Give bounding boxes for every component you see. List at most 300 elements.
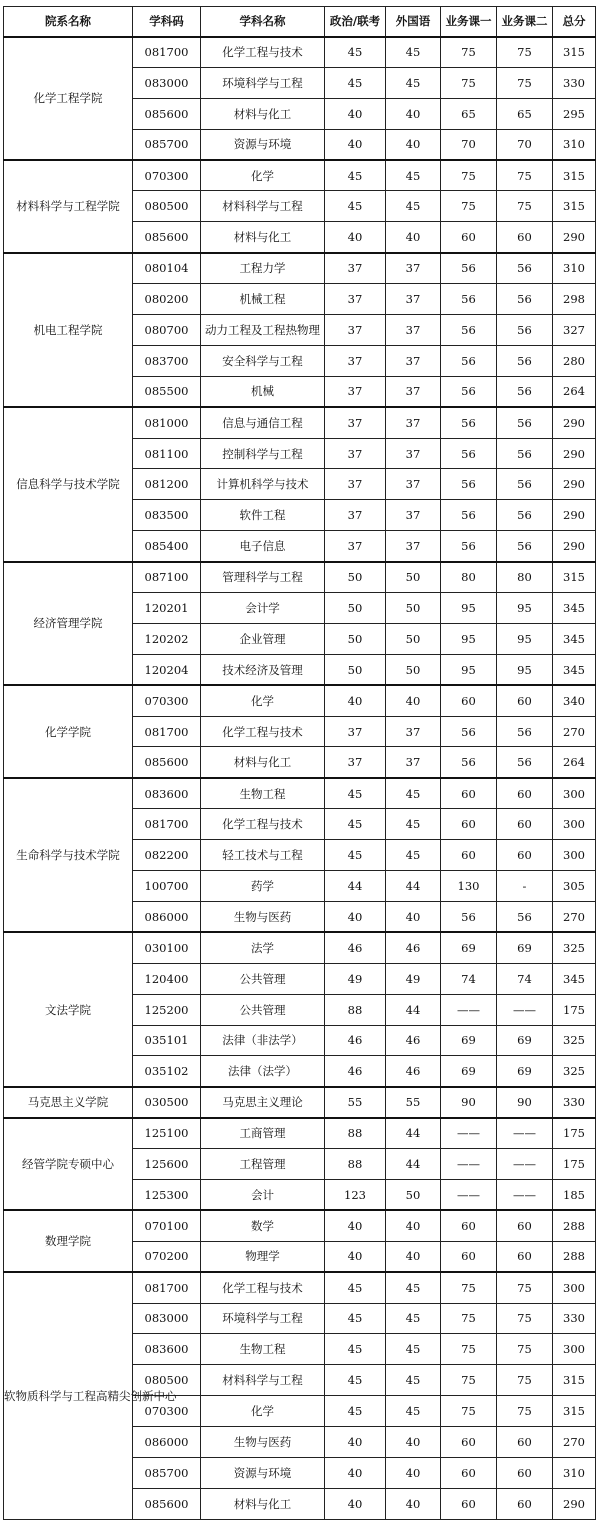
subject-code: 081100 [133, 438, 201, 469]
course-two-score: 60 [497, 1457, 553, 1488]
politics-score: 49 [325, 963, 386, 994]
course-one-score: —— [441, 1179, 497, 1210]
header-row [4, 7, 596, 37]
subject-code: 083600 [133, 778, 201, 809]
foreign-language-score: 44 [386, 1149, 441, 1180]
course-two-score: 56 [497, 407, 553, 438]
course-one-score: 56 [441, 376, 497, 407]
total-score: 340 [553, 685, 596, 716]
total-score: 310 [553, 1457, 596, 1488]
course-one-score: 60 [441, 222, 497, 253]
foreign-language-score: 40 [386, 1241, 441, 1272]
foreign-language-score: 46 [386, 1025, 441, 1056]
course-two-score: 95 [497, 654, 553, 685]
course-one-score: 95 [441, 654, 497, 685]
subject-name: 法律（法学） [201, 1056, 325, 1087]
politics-score: 50 [325, 654, 386, 685]
subject-name: 材料与化工 [201, 747, 325, 778]
course-two-score: 60 [497, 778, 553, 809]
subject-code: 087100 [133, 562, 201, 593]
course-two-score: 70 [497, 129, 553, 160]
total-score: 300 [553, 809, 596, 840]
table-row [4, 1087, 596, 1118]
school-name: 机电工程学院 [4, 253, 133, 407]
school-name: 软物质科学与工程高精尖创新中心 [4, 1272, 133, 1519]
course-two-score: 65 [497, 98, 553, 129]
course-two-score: 75 [497, 67, 553, 98]
politics-score: 45 [325, 1334, 386, 1365]
course-one-score: 56 [441, 407, 497, 438]
foreign-language-score: 45 [386, 191, 441, 222]
subject-code: 085400 [133, 531, 201, 562]
politics-score: 45 [325, 37, 386, 68]
course-one-score: 75 [441, 37, 497, 68]
table-row [4, 562, 596, 593]
foreign-language-score: 40 [386, 129, 441, 160]
subject-name: 企业管理 [201, 623, 325, 654]
course-two-score: 80 [497, 562, 553, 593]
subject-name: 计算机科学与技术 [201, 469, 325, 500]
subject-code: 035102 [133, 1056, 201, 1087]
politics-score: 45 [325, 67, 386, 98]
school-group [4, 253, 596, 407]
course-one-score: 56 [441, 901, 497, 932]
course-one-score: 56 [441, 284, 497, 315]
header-total: 总分 [553, 7, 596, 37]
table-row [4, 1210, 596, 1241]
course-two-score: 69 [497, 932, 553, 963]
subject-code: 070300 [133, 1396, 201, 1427]
politics-score: 37 [325, 438, 386, 469]
subject-code: 070100 [133, 1210, 201, 1241]
course-two-score: 75 [497, 1303, 553, 1334]
subject-name: 软件工程 [201, 500, 325, 531]
subject-code: 035101 [133, 1025, 201, 1056]
course-one-score: —— [441, 1149, 497, 1180]
politics-score: 46 [325, 932, 386, 963]
course-one-score: 75 [441, 67, 497, 98]
politics-score: 45 [325, 809, 386, 840]
course-one-score: 95 [441, 623, 497, 654]
subject-name: 法学 [201, 932, 325, 963]
subject-name: 化学 [201, 685, 325, 716]
course-one-score: 56 [441, 531, 497, 562]
header-course-one: 业务课一 [441, 7, 497, 37]
course-two-score: 75 [497, 160, 553, 191]
school-group [4, 1118, 596, 1211]
subject-code: 083000 [133, 1303, 201, 1334]
politics-score: 55 [325, 1087, 386, 1118]
subject-name: 化学工程与技术 [201, 809, 325, 840]
total-score: 300 [553, 778, 596, 809]
total-score: 298 [553, 284, 596, 315]
course-two-score: 60 [497, 809, 553, 840]
foreign-language-score: 37 [386, 315, 441, 346]
school-name: 文法学院 [4, 932, 133, 1086]
subject-code: 070200 [133, 1241, 201, 1272]
subject-code: 030500 [133, 1087, 201, 1118]
subject-code: 100700 [133, 871, 201, 902]
header-subject: 学科名称 [201, 7, 325, 37]
subject-code: 083500 [133, 500, 201, 531]
foreign-language-score: 37 [386, 345, 441, 376]
school-group [4, 932, 596, 1086]
politics-score: 123 [325, 1179, 386, 1210]
subject-name: 材料科学与工程 [201, 191, 325, 222]
total-score: 325 [553, 932, 596, 963]
total-score: 270 [553, 901, 596, 932]
politics-score: 37 [325, 345, 386, 376]
foreign-language-score: 37 [386, 469, 441, 500]
politics-score: 88 [325, 1149, 386, 1180]
course-one-score: 60 [441, 809, 497, 840]
subject-code: 083700 [133, 345, 201, 376]
course-two-score: 90 [497, 1087, 553, 1118]
school-name: 生命科学与技术学院 [4, 778, 133, 932]
school-name: 经济管理学院 [4, 562, 133, 686]
school-name: 数理学院 [4, 1210, 133, 1272]
course-one-score: 56 [441, 253, 497, 284]
course-two-score: 74 [497, 963, 553, 994]
course-one-score: 56 [441, 345, 497, 376]
politics-score: 40 [325, 1210, 386, 1241]
subject-code: 125300 [133, 1179, 201, 1210]
total-score: 290 [553, 500, 596, 531]
foreign-language-score: 45 [386, 840, 441, 871]
school-name: 化学学院 [4, 685, 133, 778]
subject-name: 环境科学与工程 [201, 1303, 325, 1334]
total-score: 330 [553, 67, 596, 98]
foreign-language-score: 37 [386, 438, 441, 469]
politics-score: 37 [325, 284, 386, 315]
school-group [4, 1087, 596, 1118]
foreign-language-score: 50 [386, 593, 441, 624]
politics-score: 40 [325, 98, 386, 129]
total-score: 305 [553, 871, 596, 902]
subject-name: 材料与化工 [201, 98, 325, 129]
subject-code: 085600 [133, 747, 201, 778]
politics-score: 40 [325, 222, 386, 253]
table-row [4, 1272, 596, 1303]
course-one-score: 56 [441, 500, 497, 531]
subject-name: 化学工程与技术 [201, 37, 325, 68]
foreign-language-score: 55 [386, 1087, 441, 1118]
course-one-score: 56 [441, 469, 497, 500]
politics-score: 46 [325, 1056, 386, 1087]
course-two-score: 60 [497, 1488, 553, 1519]
foreign-language-score: 50 [386, 623, 441, 654]
subject-name: 会计学 [201, 593, 325, 624]
foreign-language-score: 50 [386, 562, 441, 593]
total-score: 290 [553, 407, 596, 438]
subject-name: 生物工程 [201, 778, 325, 809]
course-one-score: 60 [441, 1457, 497, 1488]
total-score: 280 [553, 345, 596, 376]
foreign-language-score: 44 [386, 1118, 441, 1149]
politics-score: 88 [325, 994, 386, 1025]
course-two-score: 56 [497, 284, 553, 315]
course-one-score: 75 [441, 1272, 497, 1303]
subject-name: 化学工程与技术 [201, 716, 325, 747]
school-name: 材料科学与工程学院 [4, 160, 133, 253]
course-one-score: 60 [441, 840, 497, 871]
subject-name: 材料与化工 [201, 1488, 325, 1519]
politics-score: 50 [325, 593, 386, 624]
foreign-language-score: 37 [386, 531, 441, 562]
foreign-language-score: 37 [386, 253, 441, 284]
subject-name: 资源与环境 [201, 129, 325, 160]
course-one-score: 56 [441, 315, 497, 346]
subject-code: 081700 [133, 716, 201, 747]
school-name: 信息科学与技术学院 [4, 407, 133, 561]
foreign-language-score: 45 [386, 778, 441, 809]
total-score: 315 [553, 1365, 596, 1396]
politics-score: 88 [325, 1118, 386, 1149]
foreign-language-score: 45 [386, 1365, 441, 1396]
politics-score: 37 [325, 253, 386, 284]
subject-code: 070300 [133, 685, 201, 716]
total-score: 295 [553, 98, 596, 129]
foreign-language-score: 44 [386, 994, 441, 1025]
subject-code: 080700 [133, 315, 201, 346]
course-two-score: 56 [497, 438, 553, 469]
subject-name: 会计 [201, 1179, 325, 1210]
header-course-two: 业务课二 [497, 7, 553, 37]
school-group [4, 160, 596, 253]
foreign-language-score: 50 [386, 654, 441, 685]
foreign-language-score: 40 [386, 901, 441, 932]
politics-score: 45 [325, 191, 386, 222]
course-one-score: 75 [441, 191, 497, 222]
course-two-score: 95 [497, 593, 553, 624]
subject-name: 环境科学与工程 [201, 67, 325, 98]
subject-code: 085700 [133, 129, 201, 160]
course-two-score: —— [497, 994, 553, 1025]
subject-name: 工程管理 [201, 1149, 325, 1180]
course-two-score: 75 [497, 1396, 553, 1427]
politics-score: 50 [325, 623, 386, 654]
school-group [4, 778, 596, 932]
politics-score: 37 [325, 469, 386, 500]
politics-score: 37 [325, 407, 386, 438]
politics-score: 50 [325, 562, 386, 593]
header-politics: 政治/联考 [325, 7, 386, 37]
foreign-language-score: 45 [386, 809, 441, 840]
foreign-language-score: 50 [386, 1179, 441, 1210]
total-score: 310 [553, 129, 596, 160]
politics-score: 37 [325, 716, 386, 747]
foreign-language-score: 37 [386, 716, 441, 747]
subject-code: 081000 [133, 407, 201, 438]
course-one-score: —— [441, 994, 497, 1025]
school-name: 化学工程学院 [4, 37, 133, 161]
school-group [4, 37, 596, 161]
subject-code: 081700 [133, 1272, 201, 1303]
foreign-language-score: 46 [386, 1056, 441, 1087]
course-two-score: 60 [497, 1427, 553, 1458]
school-name: 马克思主义学院 [4, 1087, 133, 1118]
subject-name: 轻工技术与工程 [201, 840, 325, 871]
total-score: 185 [553, 1179, 596, 1210]
subject-name: 电子信息 [201, 531, 325, 562]
course-one-score: 60 [441, 685, 497, 716]
foreign-language-score: 45 [386, 1303, 441, 1334]
total-score: 290 [553, 1488, 596, 1519]
course-one-score: 56 [441, 438, 497, 469]
subject-name: 材料与化工 [201, 222, 325, 253]
course-one-score: 69 [441, 1056, 497, 1087]
subject-code: 085700 [133, 1457, 201, 1488]
course-one-score: 60 [441, 1241, 497, 1272]
subject-name: 药学 [201, 871, 325, 902]
subject-code: 120400 [133, 963, 201, 994]
table-row [4, 778, 596, 809]
total-score: 345 [553, 654, 596, 685]
subject-code: 081700 [133, 37, 201, 68]
table-row [4, 37, 596, 68]
total-score: 345 [553, 963, 596, 994]
total-score: 175 [553, 1118, 596, 1149]
course-one-score: 60 [441, 1427, 497, 1458]
course-two-score: 60 [497, 840, 553, 871]
subject-code: 083000 [133, 67, 201, 98]
subject-code: 085600 [133, 98, 201, 129]
subject-code: 086000 [133, 1427, 201, 1458]
total-score: 288 [553, 1241, 596, 1272]
table-row [4, 160, 596, 191]
subject-name: 控制科学与工程 [201, 438, 325, 469]
subject-code: 030100 [133, 932, 201, 963]
school-group [4, 407, 596, 561]
foreign-language-score: 45 [386, 67, 441, 98]
course-two-score: —— [497, 1118, 553, 1149]
table-row [4, 253, 596, 284]
course-one-score: 75 [441, 1334, 497, 1365]
table-row [4, 1118, 596, 1149]
subject-code: 080500 [133, 1365, 201, 1396]
course-two-score: 60 [497, 685, 553, 716]
subject-name: 数学 [201, 1210, 325, 1241]
subject-name: 管理科学与工程 [201, 562, 325, 593]
total-score: 288 [553, 1210, 596, 1241]
course-one-score: 69 [441, 1025, 497, 1056]
subject-code: 081200 [133, 469, 201, 500]
subject-name: 化学 [201, 160, 325, 191]
politics-score: 40 [325, 685, 386, 716]
school-group [4, 1210, 596, 1272]
total-score: 300 [553, 1272, 596, 1303]
course-one-score: 80 [441, 562, 497, 593]
foreign-language-score: 45 [386, 37, 441, 68]
course-one-score: 95 [441, 593, 497, 624]
politics-score: 45 [325, 1303, 386, 1334]
subject-code: 083600 [133, 1334, 201, 1365]
subject-name: 工商管理 [201, 1118, 325, 1149]
subject-code: 086000 [133, 901, 201, 932]
total-score: 330 [553, 1087, 596, 1118]
course-one-score: 74 [441, 963, 497, 994]
course-one-score: 60 [441, 778, 497, 809]
foreign-language-score: 45 [386, 1334, 441, 1365]
subject-name: 物理学 [201, 1241, 325, 1272]
total-score: 330 [553, 1303, 596, 1334]
total-score: 270 [553, 1427, 596, 1458]
politics-score: 37 [325, 376, 386, 407]
politics-score: 46 [325, 1025, 386, 1056]
subject-name: 安全科学与工程 [201, 345, 325, 376]
total-score: 345 [553, 593, 596, 624]
subject-code: 125100 [133, 1118, 201, 1149]
subject-name: 化学 [201, 1396, 325, 1427]
course-two-score: 56 [497, 531, 553, 562]
politics-score: 44 [325, 871, 386, 902]
politics-score: 45 [325, 1365, 386, 1396]
course-one-score: 75 [441, 1365, 497, 1396]
total-score: 345 [553, 623, 596, 654]
total-score: 327 [553, 315, 596, 346]
score-table [3, 6, 596, 1520]
subject-name: 法律（非法学） [201, 1025, 325, 1056]
foreign-language-score: 40 [386, 1427, 441, 1458]
politics-score: 37 [325, 315, 386, 346]
politics-score: 40 [325, 1457, 386, 1488]
politics-score: 45 [325, 840, 386, 871]
foreign-language-score: 37 [386, 500, 441, 531]
foreign-language-score: 37 [386, 407, 441, 438]
course-one-score: 130 [441, 871, 497, 902]
total-score: 310 [553, 253, 596, 284]
total-score: 264 [553, 376, 596, 407]
subject-name: 公共管理 [201, 994, 325, 1025]
subject-code: 125600 [133, 1149, 201, 1180]
total-score: 315 [553, 562, 596, 593]
subject-code: 085600 [133, 1488, 201, 1519]
subject-name: 机械工程 [201, 284, 325, 315]
course-one-score: 75 [441, 160, 497, 191]
total-score: 290 [553, 469, 596, 500]
table-row [4, 932, 596, 963]
school-group [4, 685, 596, 778]
total-score: 300 [553, 1334, 596, 1365]
foreign-language-score: 45 [386, 1396, 441, 1427]
course-two-score: 60 [497, 222, 553, 253]
course-two-score: 56 [497, 469, 553, 500]
total-score: 290 [553, 531, 596, 562]
subject-code: 082200 [133, 840, 201, 871]
course-two-score: - [497, 871, 553, 902]
subject-code: 125200 [133, 994, 201, 1025]
foreign-language-score: 40 [386, 685, 441, 716]
subject-code: 085500 [133, 376, 201, 407]
course-one-score: 56 [441, 716, 497, 747]
course-one-score: 60 [441, 1488, 497, 1519]
subject-code: 080104 [133, 253, 201, 284]
course-one-score: 90 [441, 1087, 497, 1118]
foreign-language-score: 44 [386, 871, 441, 902]
school-group [4, 562, 596, 686]
course-two-score: 56 [497, 500, 553, 531]
subject-name: 技术经济及管理 [201, 654, 325, 685]
subject-name: 生物工程 [201, 1334, 325, 1365]
course-two-score: 75 [497, 37, 553, 68]
politics-score: 45 [325, 1272, 386, 1303]
header-code: 学科码 [133, 7, 201, 37]
total-score: 315 [553, 1396, 596, 1427]
course-one-score: 75 [441, 1396, 497, 1427]
subject-name: 资源与环境 [201, 1457, 325, 1488]
course-two-score: 56 [497, 376, 553, 407]
table-row [4, 407, 596, 438]
